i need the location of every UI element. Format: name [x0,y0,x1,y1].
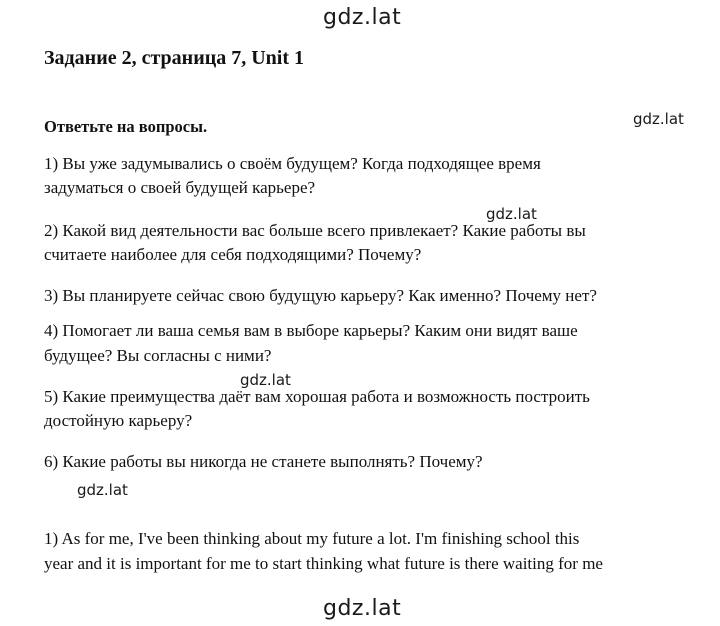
answer-1-line-2: year and it is important for me to start thinking what future is there waiting for me [44,554,603,573]
question-5-line-1: 5) Какие преимущества даёт вам хорошая работа и возможность построить [44,387,590,406]
question-4-line-1: 4) Помогает ли ваша семья вам в выборе карьеры? Каким они видят ваше [44,321,578,340]
watermark-right: gdz.lat [633,110,684,128]
question-5-line-2: достойную карьеру? [44,411,193,430]
watermark-mid-1: gdz.lat [486,205,537,223]
answer-1-line-1: 1) As for me, I've been thinking about my future a lot. I'm finishing school this [44,529,580,548]
question-2-line-1: 2) Какой вид деятельности вас больше всего привлекает? Какие работы вы [44,221,586,240]
instruction-heading: Ответьте на вопросы. [44,117,208,136]
question-6-line-1: 6) Какие работы вы никогда не станете выполнять? Почему? [44,452,483,471]
question-2-line-2: считаете наиболее для себя подходящими? Почему? [44,245,422,264]
question-1-line-2: задуматься о своей будущей карьере? [44,178,316,197]
watermark-bottom: gdz.lat [323,596,402,621]
watermark-top: gdz.lat [323,5,402,30]
question-3-line-1: 3) Вы планируете сейчас свою будущую карьеру? Как именно? Почему нет? [44,286,597,305]
question-4-line-2: будущее? Вы согласны с ними? [44,346,272,365]
page-title: Задание 2, страница 7, Unit 1 [44,47,305,69]
watermark-mid-2: gdz.lat [240,371,291,389]
question-1-line-1: 1) Вы уже задумывались о своём будущем? Когда подходящее время [44,154,541,173]
watermark-left: gdz.lat [77,481,128,499]
